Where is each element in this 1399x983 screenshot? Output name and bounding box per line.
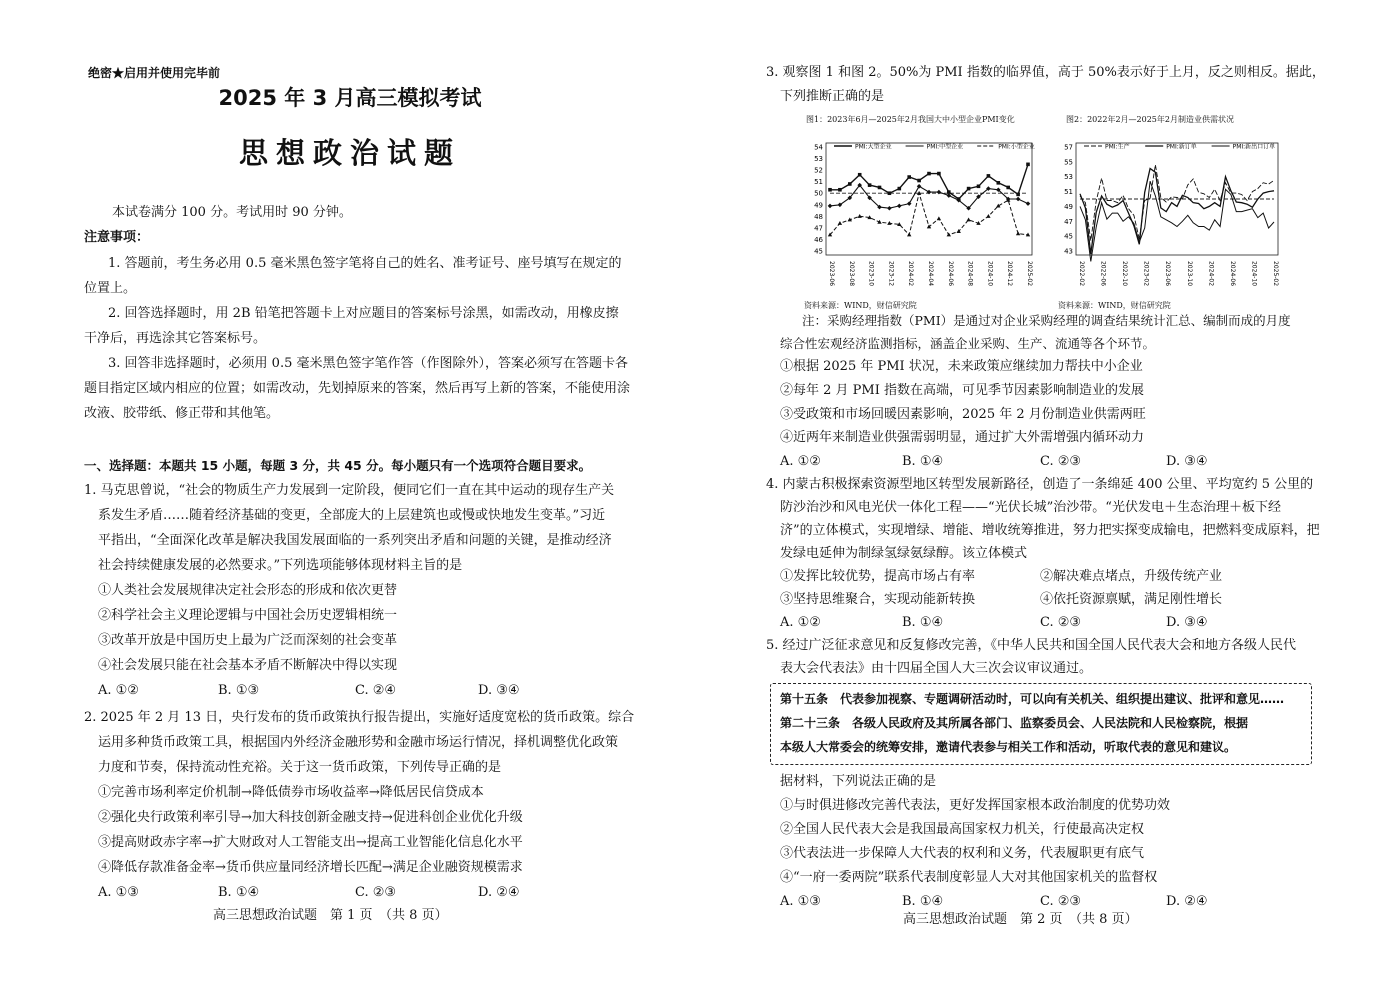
law-excerpt-line: 本级人大常委会的统筹安排，邀请代表参与相关工作和活动，听取代表的意见和建议。 [780,740,1237,754]
data-point [967,187,971,191]
q1-item: ④社会发展只能在社会基本矛盾不断解决中得以实现 [98,658,398,673]
x-tick-label: 2023-06 [1164,261,1172,287]
q5-prompt: 据材料，下列说法正确的是 [780,774,937,789]
data-point [858,173,862,177]
q5-option-b: B. ①④ [902,894,944,909]
note-line: 位置上。 [84,281,137,296]
data-point [1016,197,1021,202]
y-tick-label: 48 [814,212,823,221]
y-tick-label: 50 [814,189,823,198]
data-point [888,191,892,195]
x-tick-label: 2023-06 [828,261,835,287]
data-point [878,186,882,190]
q4-item: ①发挥比较优势，提高市场占有率 [780,569,976,584]
x-tick-label: 2022-02 [1078,261,1085,287]
y-tick-label: 53 [814,155,823,164]
q3-item: ②每年 2 月 PMI 指数在高端，可见季节因素影响制造业的发展 [780,383,1144,398]
x-tick-label: 2025-02 [1026,261,1033,287]
note-line: 3. 回答非选择题时，必须用 0.5 毫米黑色签字笔作答（作图除外），答案必须写在答题卡各 [108,356,628,371]
data-point [897,204,902,209]
y-tick-label: 46 [814,235,823,244]
legend-label: PMI:大型企业 [855,143,892,151]
note-line: 1. 答题前，考生务必用 0.5 毫米黑色签字笔将自己的姓名、准考证号、座号填写在规定的 [108,256,622,271]
q2-item: ①完善市场利率定价机制→降低债券市场收益率→降低居民信贷成本 [98,785,484,800]
data-point [887,206,892,211]
q4-stem-line: 济”的立体模式，实现增绿、增能、增收统筹推进，努力把实探变成输电，把燃料变成原料，把 [780,523,1320,538]
plot-frame [826,143,1032,255]
y-tick-label: 47 [1064,217,1073,226]
x-tick-label: 2024-06 [946,261,954,287]
q5-stem-line: 表大会代表法》由十四届全国人大三次会议审议通过。 [780,661,1093,676]
q1-item: ③改革开放是中国历史上最为广泛而深刻的社会变革 [98,633,398,648]
y-tick-label: 51 [814,178,823,187]
note-line: 干净后，再选涂其它答案标号。 [84,331,267,346]
y-tick-label: 49 [814,201,823,210]
chart-2 [1052,113,1292,313]
note-line: 2. 回答选择题时，用 2B 铅笔把答题卡上对应题目的答案标号涂黑，如需改动，用橡皮擦 [108,306,619,321]
q1-option-b: B. ①③ [218,683,260,698]
y-tick-label: 47 [814,224,823,233]
q3-option-c: C. ②③ [1040,454,1082,469]
q4-stem-line: 防沙治沙和风电光伏一体化工程——“光伏长城”治沙带。“光伏发电＋生态治理＋板下经 [780,500,1281,515]
y-tick-label: 51 [1064,188,1073,197]
q1-item: ②科学社会主义理论逻辑与中国社会历史逻辑相统一 [98,608,398,623]
legend-label: PMI:新订单 [1166,143,1197,151]
notes-heading: 注意事项： [84,230,150,245]
full-score-note: 本试卷满分 100 分。考试用时 90 分钟。 [112,205,352,220]
q2-option-a: A. ①③ [98,885,139,900]
data-point [828,204,833,209]
data-point [907,175,911,179]
q3-item: ④近两年来制造业供强需弱明显，通过扩大外需增强内循环动力 [780,430,1145,445]
q3-note-line: 注：采购经理指数（PMI）是通过对企业采购经理的调查结果统计汇总、编制而成的月度 [802,313,1291,328]
data-point [977,184,981,188]
q2-stem-line: 力度和节奏，保持流动性充裕。关于这一货币政策，下列传导正确的是 [98,760,502,775]
chart-1-source: 资料来源：WIND，财信研究院 [804,301,917,310]
q3-item: ③受政策和市场回暖因素影响，2025 年 2 月份制造业供需两旺 [780,407,1146,422]
q2-stem-line: 2. 2025 年 2 月 13 日，央行发布的货币政策执行报告提出，实施好适度宽松的货币政策。综合 [84,710,635,725]
q5-stem-line: 5. 经过广泛征求意见和反复修改完善，《中华人民共和国全国人民代表大会和地方各级人民代 [766,638,1297,653]
x-tick-label: 2022-06 [1099,261,1107,287]
q5-item: ④“一府一委两院”联系代表制度彰显人大对其他国家机关的监督权 [780,870,1158,885]
x-tick-label: 2024-02 [1207,261,1215,287]
q1-stem-line: 系发生矛盾……随着经济基础的变更，全部庞大的上层建筑也或慢或快地发生变革。”习近 [98,508,606,523]
y-tick-label: 54 [814,143,823,152]
series-line-3 [1080,181,1274,261]
q2-item: ④降低存款准备金率→货币供应量同经济增长匹配→满足企业融资规模需求 [98,860,523,875]
section-heading: 一、选择题：本题共 15 小题，每题 3 分，共 45 分。每小题只有一个选项符合题目要求。 [84,458,592,473]
q4-item: ②解决难点堵点，升级传统产业 [1040,569,1223,584]
q5-item: ②全国人民代表大会是我国最高国家权力机关，行使最高决定权 [780,822,1145,837]
q4-option-c: C. ②③ [1040,615,1082,630]
q2-option-c: C. ②③ [355,885,397,900]
chart-1-plot [800,127,1045,307]
data-point [828,188,832,192]
series-line-1 [1080,165,1274,241]
data-point [937,172,941,176]
q5-option-d: D. ②④ [1166,894,1208,909]
chart-2-plot [1052,127,1292,307]
x-tick-label: 2023-02 [1142,261,1150,287]
data-point [917,184,922,189]
q4-option-b: B. ①④ [902,615,944,630]
law-excerpt-line: 第十五条 代表参加视察、专题调研活动时，可以向有关机关、组织提出建议、批评和意见…… [780,692,1285,706]
y-tick-label: 55 [1064,158,1073,167]
q5-item: ①与时俱进修改完善代表法，更好发挥国家根本政治制度的优势功效 [780,798,1171,813]
data-point [838,221,842,225]
q3-option-a: A. ①② [780,454,821,469]
data-point [907,233,911,237]
q5-option-a: A. ①③ [780,894,821,909]
q3-stem-line: 下列推断正确的是 [780,89,885,104]
x-tick-label: 2023-12 [887,261,895,287]
q5-item: ③代表法进一步保障人大代表的权利和义务，代表履职更有底气 [780,846,1145,861]
data-point [1016,231,1020,235]
data-point [1016,193,1020,197]
y-tick-label: 57 [1064,143,1073,152]
data-point [898,187,902,191]
series-line-3 [830,193,1028,235]
x-tick-label: 2024-02 [907,261,915,287]
data-point [937,216,941,220]
data-point [1026,201,1031,206]
q2-option-d: D. ②④ [478,885,520,900]
chart-2-source: 资料来源：WIND，财信研究院 [1058,301,1171,310]
data-point [838,188,842,192]
x-tick-label: 2024-06 [1228,261,1236,287]
legend-label: PMI:小型企业 [998,143,1035,151]
q1-option-a: A. ①② [98,683,139,698]
q2-item: ③提高财政赤字率→扩大财政对人工智能支出→提高工业智能化信息化水平 [98,835,523,850]
data-point [927,172,931,176]
x-tick-label: 2023-10 [1185,261,1193,287]
legend-label: PMI:新出口订单 [1232,143,1276,151]
data-point [927,190,932,195]
q1-stem-line: 平指出，“全面深化改革是解决我国发展面临的一系列突出矛盾和问题的关键，是推动经济 [98,533,612,548]
q1-option-d: D. ③④ [478,683,520,698]
data-point [997,181,1001,185]
y-tick-label: 45 [1064,232,1073,241]
data-point [986,214,990,218]
data-point [887,221,891,225]
data-point [907,201,912,206]
y-tick-label: 53 [1064,173,1073,182]
confidential-label: 绝密★启用并使用完毕前 [88,66,221,80]
legend-label: PMI:中型企业 [926,143,964,151]
q4-item: ③坚持思维聚合，实现动能新转换 [780,592,976,607]
data-point [917,179,921,183]
data-point [1026,163,1030,167]
subject-title: 思想政治试题 [238,136,461,170]
page-footer: 高三思想政治试题 第 2 页 （共 8 页） [903,912,1138,927]
q2-item: ②强化央行政策利率引导→加大科技创新金融支持→促进科创企业优化升级 [98,810,523,825]
y-tick-label: 43 [1064,247,1073,256]
data-point [966,218,970,222]
x-tick-label: 2025-02 [1272,261,1279,287]
q4-option-a: A. ①② [780,615,821,630]
legend-label: PMI:生产 [1105,143,1130,151]
q3-stem-line: 3. 观察图 1 和图 2。50%为 PMI 指数的临界值，高于 50%表示好于上月，反之则相反。据此， [766,65,1325,80]
law-excerpt-line: 第二十三条 各级人民政府及其所属各部门、监察委员会、人民法院和人民检察院，根据 [780,716,1249,730]
q3-note-line: 综合性宏观经济监测指标，涵盖企业采购、生产、流通等各个环节。 [780,336,1156,351]
q4-item: ④依托资源禀赋，满足刚性增长 [1040,592,1223,607]
q4-stem-line: 发绿电延伸为制绿氢绿氨绿醇。该立体模式 [780,546,1028,561]
series-line-2 [1080,169,1274,255]
q1-stem-line: 社会持续健康发展的必然要求。”下列选项能够体现材料主旨的是 [98,558,463,573]
chart-2-title: 图2：2022年2月—2025年2月制造业供需状况 [1066,115,1234,124]
data-point [1006,186,1010,190]
x-tick-label: 2024-12 [1006,261,1014,287]
q3-option-d: D. ③④ [1166,454,1208,469]
x-tick-label: 2023-10 [867,261,875,287]
chart-1 [800,113,1045,313]
y-tick-label: 49 [1064,202,1073,211]
x-tick-label: 2022-10 [1121,261,1129,287]
x-tick-label: 2024-10 [986,261,994,287]
chart-1-title: 图1：2023年6月—2025年2月我国大中小型企业PMI变化 [806,115,1015,124]
q2-option-b: B. ①④ [218,885,260,900]
q1-item: ①人类社会发展规律决定社会形态的形成和依次更替 [98,583,398,598]
q3-option-b: B. ①④ [902,454,944,469]
x-tick-label: 2024-08 [966,261,974,287]
q2-stem-line: 运用多种货币政策工具，根据国内外经济金融形势和金融市场运行情况，择机调整优化政策 [98,735,619,750]
x-tick-label: 2023-08 [847,261,855,287]
y-tick-label: 45 [814,247,823,256]
note-line: 改液、胶带纸、修正带和其他笔。 [84,406,280,421]
q3-item: ①根据 2025 年 PMI 状况，未来政策应继续加力帮扶中小企业 [780,359,1143,374]
data-point [848,182,852,186]
x-tick-label: 2024-04 [927,261,934,287]
exam-title: 2025 年 3 月高三模拟考试 [218,86,482,110]
data-point [937,190,942,195]
q5-option-c: C. ②③ [1040,894,1082,909]
x-tick-label: 2024-10 [1250,261,1258,287]
note-line: 题目指定区域内相应的位置；如需改动，先划掉原来的答案，然后再写上新的答案，不能使用涂 [84,381,631,396]
y-tick-label: 52 [814,166,823,175]
q1-option-c: C. ②④ [355,683,397,698]
q4-option-d: D. ③④ [1166,615,1208,630]
data-point [868,183,872,187]
page-footer: 高三思想政治试题 第 1 页 （共 8 页） [213,908,448,923]
data-point [987,174,991,178]
q4-stem-line: 4. 内蒙古积极探索资源型地区转型发展新路径，创造了一条绵延 400 公里、平均宽约 5 公里的 [766,477,1314,492]
q1-stem-line: 1. 马克思曾说，“社会的物质生产力发展到一定阶段，便同它们一直在其中运动的现存生产关 [84,483,615,498]
